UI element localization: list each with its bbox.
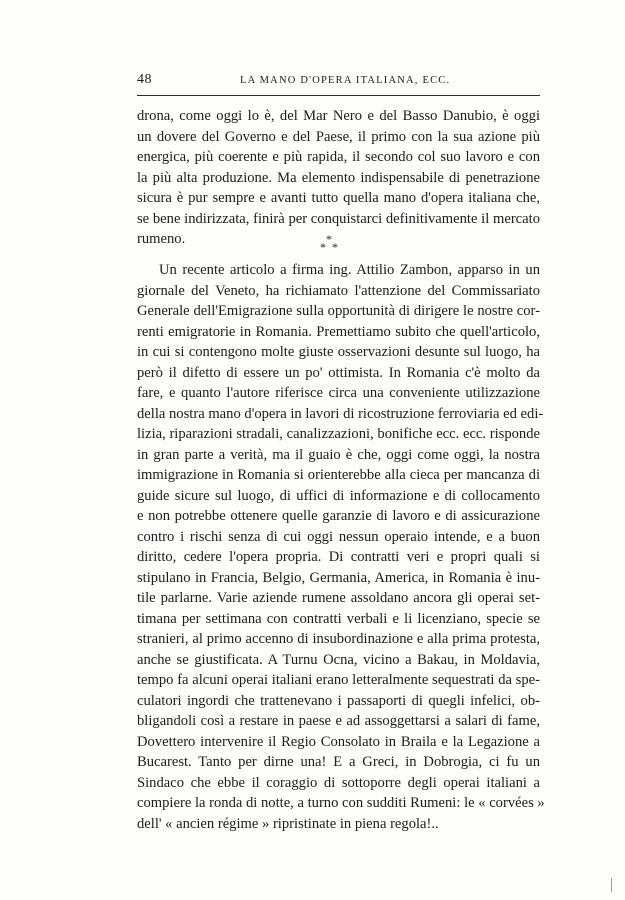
text-line: drona, come oggi lo è, del Mar Nero e del Basso Danubio, è oggi [137,108,540,124]
text-line: culatori ingordi che trattenevano i passaporti di quegli infelici, ob- [137,692,540,709]
text-line: energica, più coerente e più rapida, il secondo col suo lavoro e con [137,149,540,165]
section-separator-asterism [318,233,344,257]
text-line: immigrazione in Romania si orienterebbe alla cieca per mancanza di [137,467,540,483]
text-line: Dovettero intervenire il Regio Consolato in Braila e la Legazione a [137,733,540,750]
text-line: guide sicure sul luogo, di uffici di informazione e di collocamento [137,487,540,504]
page-header [137,72,540,94]
text-line: tempo fa alcuni operai italiani erano letteralmente sequestrati da spe- [137,672,540,688]
text-line: un dovere del Governo e del Paese, il primo con la sua azione più [137,128,540,145]
text-line: dell' « ancien régime » ripristinate in piena regola!.. [137,815,439,832]
text-line: Generale dell'Emigrazione sulla opportunità di dirigere le nostre cor- [137,303,540,319]
text-line: renti emigratorie in Romania. Premettiamo subito che quell'articolo, [137,323,540,340]
text-line: anche se giustificata. A Turnu Ocna, vicino a Bakau, in Moldavia, [137,651,540,668]
text-line: in gran parte a verità, ma il guaio è che, oggi come oggi, la nostra [137,446,540,463]
text-line: la più alta produzione. Ma elemento indispensabile di penetrazione [137,169,540,186]
text-line: in cui si contengono molte giuste osservazioni desunte sul luogo, ha [137,344,540,360]
text-line: se bene indirizzata, finirà per conquistarci definitivamente il mercato [137,210,540,227]
text-line: tile parlarne. Varie aziende rumene assoldano ancora gli operai set- [137,590,540,606]
text-line: Un recente articolo a firma ing. Attilio Zambon, apparso in un [159,262,540,278]
text-line: però il difetto di essere un po' ottimista. In Romania c'è molto da [137,364,540,381]
text-line: fare, e quanto l'autore riferisce circa una conveniente utilizzazione [137,385,540,401]
text-line: della nostra mano d'opera in lavori di ricostruzione ferroviaria ed edi- [137,405,544,422]
text-line: timana per settimana con contratti verbali e li licenziano, specie se [137,610,540,627]
text-line: e non potrebbe ottenere quelle garanzie di lavoro e di assicurazione [137,508,540,524]
text-line: rumeno. [137,231,186,247]
header-rule [137,95,540,96]
paragraph-continued [137,106,540,250]
text-line: Bucarest. Tanto per dirne una! E a Greci, in Dobrogia, ci fu un [137,754,540,770]
page-edge-mark [611,878,612,892]
text-line: stipulano in Francia, Belgio, Germania, America, in Romania è inu- [137,569,540,586]
text-line: stranieri, al primo accenno di insubordinazione e alla prima protesta, [137,631,540,647]
running-title: LA MANO D'OPERA ITALIANA, ECC. [240,75,451,86]
text-line: giornale del Veneto, ha richiamato l'attenzione del Commissariato [137,282,540,299]
asterism-star: * [332,240,338,254]
paragraph-main [137,260,545,834]
asterism-star: * [320,240,326,254]
text-line: lizia, riparazioni stradali, canalizzazioni, bonifiche ecc. ecc. risponde [137,426,540,442]
text-line: sicura è pur sempre e avanti tutto quella mano d'opera italiana che, [137,190,540,206]
page-number: 48 [137,72,152,87]
text-line: bligandoli così a restare in paese e ad assoggettarsi a salari di fame, [137,713,540,729]
text-line: compiere la ronda di notte, a turno con sudditi Rumeni: le « corvées » [137,795,545,811]
text-line: contro i rischi senza di cui oggi nessun operaio intende, e a buon [137,528,540,545]
text-line: diritto, cedere l'opera propria. Di contratti veri e propri quali si [137,549,540,565]
asterism-star: * [326,232,332,246]
text-line: Sindaco che ebbe il coraggio di sottoporre degli operai italiani a [137,774,540,791]
